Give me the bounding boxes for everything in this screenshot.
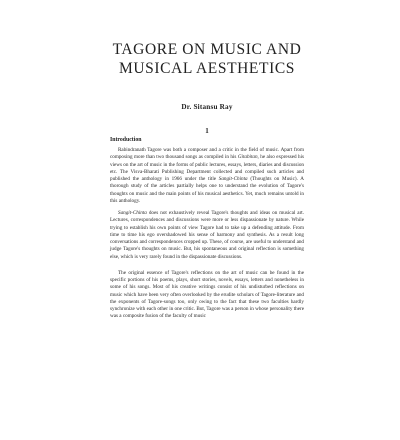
- paragraph-1-lead: Rabindranath Tagore was both a composer and a critic in the field of music. Apart from composing more than two thousand songs as compiled in his: [110, 147, 304, 161]
- section-heading: Introduction: [110, 137, 142, 143]
- paragraph-1-book-title: Gitabitan: [237, 154, 258, 161]
- paragraph-2-tail: does not exhaustively reveal Tagore's thoughts and ideas on musical art. Lectures, correspondences and discussions were more or less dispassionate by nature. While trying to establish his own points of view Tagore had to take up a defending attitude. From time to time his ego overshadowed his sense of harmony and synthesis. As a result long conversations and correspondences cropped up. These, of course, are useful to understand and judge Tagore's thoughts on music. But, his spontaneous and original reflection is something else, which is very rarely found in the dispassionate discussions.: [110, 210, 304, 260]
- paragraph-1-tail: (Thoughts on Music). A thorough study of the articles partially helps one to understand the evolution of Tagore's thoughts on music and the main points of his musical aesthetics. Yet, much remains untold in this anthology.: [110, 176, 304, 204]
- journal-page: [0, 40, 400, 440]
- body-paragraph-1: [110, 147, 304, 205]
- article-title-line-1: TAGORE ON MUSIC AND: [112, 41, 302, 58]
- paragraph-1-anthology-title: Sangit-Chinta: [218, 176, 248, 182]
- body-paragraph-2: [110, 210, 304, 261]
- paragraph-2-anthology-title: Sangit-Chinta: [118, 210, 147, 216]
- section-number: 1: [205, 127, 209, 135]
- article-title: [110, 40, 304, 78]
- body-paragraph-3: The original essence of Tagore's reflections on the art of music can be found in the specific portions of his poems, plays, short stories, novels, essays, letters and nonetheless in some of his songs. Most of his creative writings consist of his undisturbed reflections on music which have been very often overlooked by the erudite scholars of Tagore-literature and the exponents of Tagore-songs too, only owing to the fact that these two faculties hardly synchronize with each other in one critic. But, Tagore was a person in whose personality there was a composite fusion of the faculty of music: [110, 269, 304, 320]
- paragraph-1-middle: , he also expressed his views on the art of music in the forms of public lectures, essays, letters, diaries and discussion etc. The Visva-Bharati Publishing Department collected and compiled such articles and published the anthology in 1966 under the title: [110, 154, 304, 182]
- author-name: Dr. Sitansu Ray: [181, 103, 233, 111]
- article-title-line-2: MUSICAL AESTHETICS: [118, 60, 295, 77]
